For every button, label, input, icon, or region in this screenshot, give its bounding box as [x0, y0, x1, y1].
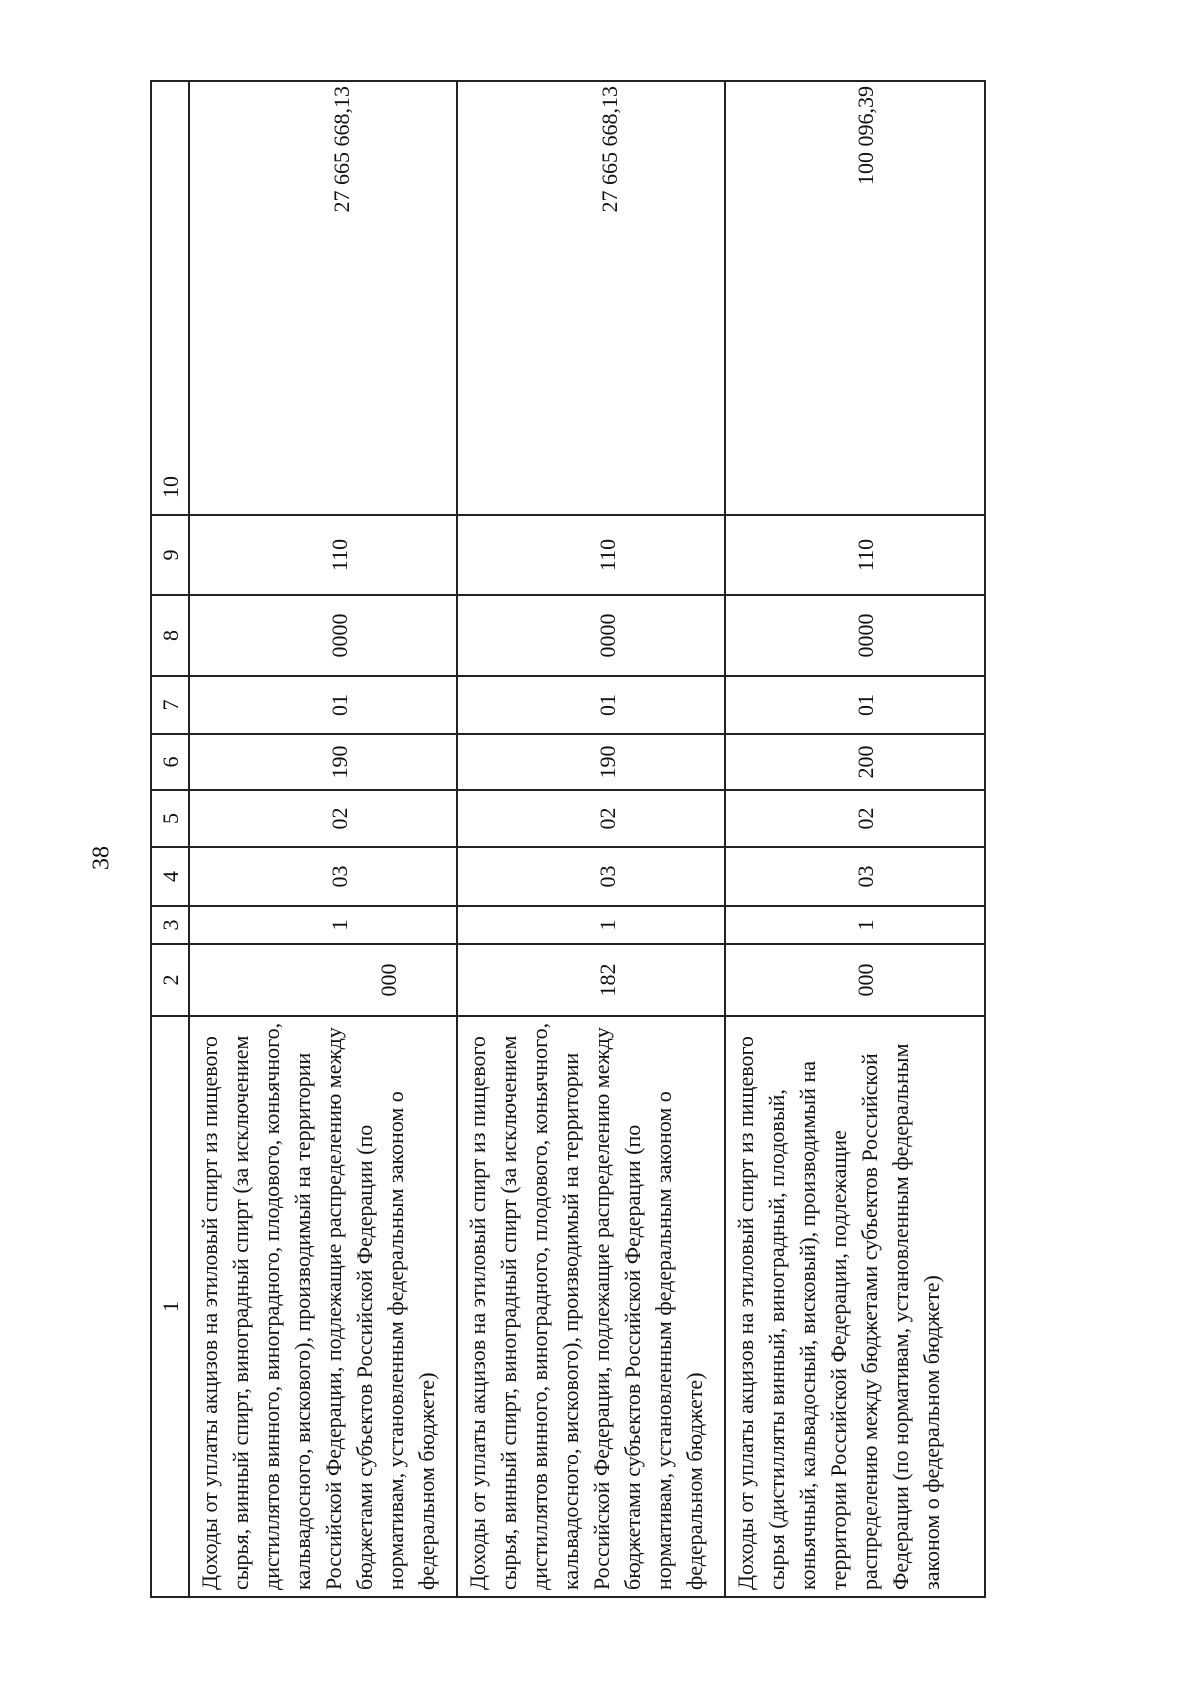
code-cell-3: [189, 906, 457, 944]
code-cell-5: [457, 790, 725, 847]
code-cell-6: [189, 734, 457, 790]
code-value: 190: [327, 745, 352, 779]
row-description-cell: [457, 1016, 725, 1597]
code-cell-3: [457, 906, 725, 944]
column-header-4: 4: [151, 847, 189, 906]
code-cell-8: [189, 595, 457, 676]
code-cell-9: [189, 515, 457, 595]
header-row: [151, 81, 189, 1597]
code-value: 0000: [853, 613, 878, 658]
code-cell-5: [189, 790, 457, 847]
code-cell-4: [457, 847, 725, 906]
code-value: 02: [327, 807, 352, 830]
code-cell-5: [725, 790, 985, 847]
code-cell-7: [189, 676, 457, 734]
code-value: 110: [853, 538, 878, 572]
budget-revenue-table: [150, 80, 986, 1598]
code-cell-2: [189, 944, 457, 1016]
code-cell-7: [457, 676, 725, 734]
code-value: 0000: [595, 613, 620, 658]
rotated-table-wrapper: [150, 82, 982, 1598]
code-value: 110: [595, 538, 620, 572]
code-value: 000: [376, 963, 401, 997]
amount-value: 100 096,39: [853, 86, 878, 185]
code-value: 000: [853, 963, 878, 997]
amount-value: 27 665 668,13: [329, 86, 354, 213]
code-cell-2: [457, 944, 725, 1016]
code-cell-2: [725, 944, 985, 1016]
column-header-9: 9: [151, 515, 189, 595]
code-value: 190: [595, 745, 620, 779]
column-header-1: 1: [151, 1016, 189, 1597]
code-cell-6: [457, 734, 725, 790]
code-value: 03: [327, 865, 352, 888]
row-description: Доходы от уплаты акцизов на этиловый спирт из пищевого сырья (дистилляты винный, виноградный, плодовый, коньячный, кальвадосный, висковый), производимый на территории Российской Федерации, подлежащие распределению между бюджетами субъектов Российской Федерации (по нормативам, установленным федеральным законом о федеральном бюджете): [733, 1036, 944, 1590]
code-value: 01: [853, 694, 878, 716]
row-description: Доходы от уплаты акцизов на этиловый спирт из пищевого сырья, винный спирт, виноградный спирт (за исключением дистиллятов винного, виноградного, плодового, коньячного, кальвадосного, вискового), производимый на территории Российской Федерации, подлежащие распределению между бюджетами субъектов Российской Федерации (по нормативам, установленным федеральным законом о федеральном бюджете): [465, 1022, 707, 1590]
table-row: [725, 81, 985, 1597]
table-row: [189, 81, 457, 1597]
code-cell-6: [725, 734, 985, 790]
column-header-7: 7: [151, 676, 189, 734]
code-value: 182: [595, 963, 620, 997]
code-value: 200: [853, 745, 878, 779]
amount-value: 27 665 668,13: [597, 86, 622, 213]
code-cell-7: [725, 676, 985, 734]
code-cell-4: [189, 847, 457, 906]
code-value: 02: [595, 807, 620, 830]
page-number: 38: [88, 846, 115, 870]
code-value: 01: [595, 694, 620, 716]
code-value: 0000: [327, 613, 352, 658]
amount-cell: [457, 81, 725, 515]
code-cell-3: [725, 906, 985, 944]
column-header-6: 6: [151, 734, 189, 790]
row-description-cell: [189, 1016, 457, 1597]
amount-cell: [725, 81, 985, 515]
row-description: Доходы от уплаты акцизов на этиловый спирт из пищевого сырья, винный спирт, виноградный спирт (за исключением дистиллятов винного, виноградного, плодового, коньячного, кальвадосного, вискового), производимый на территории Российской Федерации, подлежащие распределению между бюджетами субъектов Российской Федерации (по нормативам, установленным федеральным законом о федеральном бюджете): [197, 1022, 439, 1590]
code-cell-9: [725, 515, 985, 595]
column-header-10: 10: [151, 81, 189, 515]
column-header-8: 8: [151, 595, 189, 676]
code-value: 110: [327, 538, 352, 572]
code-cell-8: [457, 595, 725, 676]
row-description-cell: [725, 1016, 985, 1597]
column-header-5: 5: [151, 790, 189, 847]
code-cell-4: [725, 847, 985, 906]
table-row: [457, 81, 725, 1597]
code-value: 1: [853, 919, 878, 931]
code-value: 1: [327, 919, 352, 931]
code-cell-9: [457, 515, 725, 595]
code-cell-8: [725, 595, 985, 676]
code-value: 01: [327, 694, 352, 716]
code-value: 1: [595, 919, 620, 931]
code-value: 03: [595, 865, 620, 888]
column-header-3: 3: [151, 906, 189, 944]
amount-cell: [189, 81, 457, 515]
code-value: 03: [853, 865, 878, 888]
column-header-2: 2: [151, 944, 189, 1016]
code-value: 02: [853, 807, 878, 830]
